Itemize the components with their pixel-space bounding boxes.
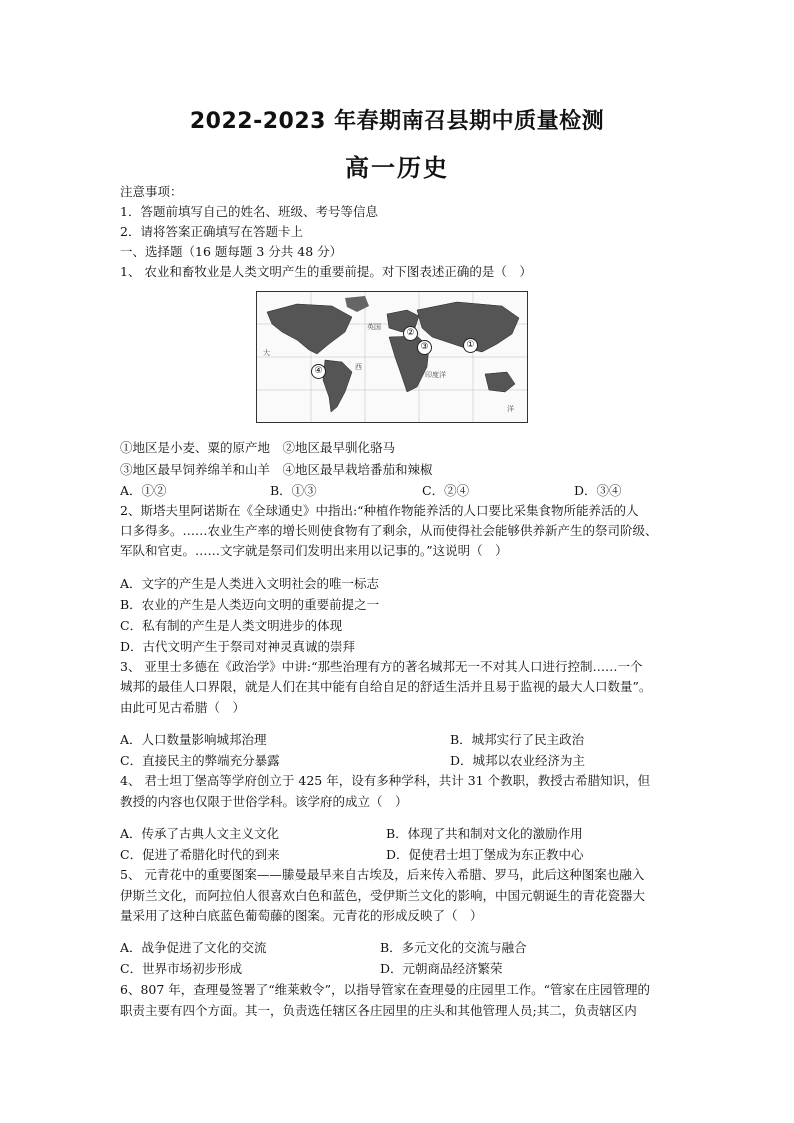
- q4-option-c: C．促进了希腊化时代的到来: [120, 847, 280, 862]
- q4-line-1: 4、 君士坦丁堡高等学府创立于 425 年，设有多种学科，共计 31 个教职，教授古希腊知识，但: [120, 773, 651, 788]
- q2-line-3: 军队和官吏。……文字就是祭司们发明出来用以记事的。”这说明（ ）: [120, 543, 508, 558]
- q2-line-1: 2、斯塔夫里阿诺斯在《全球通史》中指出:“种植作物能养活的人口要比采集食物所能养活的人: [120, 503, 639, 518]
- q4-option-a: A．传承了古典人文主义文化: [120, 826, 280, 841]
- world-map: [256, 291, 528, 423]
- q5-option-c: C．世界市场初步形成: [120, 961, 243, 976]
- q5-line-2: 伊斯兰文化，而阿拉伯人很喜欢白色和蓝色，受伊斯兰文化的影响，中国元朝诞生的青花瓷器大: [120, 888, 646, 903]
- q1-option-c: C．②④: [422, 483, 470, 498]
- map-marker-1: ①: [463, 338, 478, 353]
- q3-option-b: B．城邦实行了民主政治: [450, 732, 585, 747]
- q4-option-b: B．体现了共和制对文化的激励作用: [386, 826, 583, 841]
- q3-option-a: A．人口数量影响城邦治理: [120, 732, 267, 747]
- exam-title: 2022-2023 年春期南召县期中质量检测: [189, 109, 605, 134]
- q5-option-b: B．多元文化的交流与融合: [380, 940, 527, 955]
- q4-line-2: 教授的内容也仅限于世俗学科。该学府的成立（ ）: [120, 794, 408, 809]
- q5-option-a: A．战争促进了文化的交流: [120, 940, 267, 955]
- q2-line-2: 口多得多。……农业生产率的增长则使食物有了剩余，从而使得社会能够供养新产生的祭司阶级、: [120, 523, 658, 538]
- q3-line-1: 3、 亚里士多德在《政治学》中讲:“那些治理有方的著名城邦无一不对其人口进行控制……一个: [120, 659, 643, 674]
- exam-subject: 高一历史: [345, 154, 449, 182]
- q4-option-d: D．促使君士坦丁堡成为东正教中心: [386, 847, 584, 862]
- map-label-da: 大: [263, 349, 270, 357]
- world-map-graphic: [257, 292, 527, 422]
- q3-option-c: C．直接民主的弊端充分暴露: [120, 753, 280, 768]
- q3-option-d: D．城邦以农业经济为主: [450, 753, 586, 768]
- map-label-uk: 英国: [367, 323, 381, 331]
- q2-option-d: D．古代文明产生于祭司对神灵真诚的崇拜: [120, 639, 356, 654]
- q5-option-d: D．元朝商品经济繁荣: [380, 961, 503, 976]
- q1-option-d: D．③④: [574, 483, 622, 498]
- map-marker-4: ④: [311, 364, 326, 379]
- notes-heading: 注意事项：: [120, 184, 183, 199]
- q2-option-b: B．农业的产生是人类迈向文明的重要前提之一: [120, 597, 380, 612]
- map-marker-3: ③: [417, 340, 432, 355]
- q6-line-1: 6、807 年，查理曼签署了“维莱敕令”，以指导管家在查理曼的庄园里工作。“管家在庄园管理的: [120, 982, 650, 997]
- q1-option-b: B．①③: [270, 483, 317, 498]
- q2-option-a: A．文字的产生是人类进入文明社会的唯一标志: [120, 576, 380, 591]
- q5-line-1: 5、 元青花中的重要图案——縢曼最早来自古埃及，后来传入希腊、罗马，此后这种图案也融入: [120, 867, 645, 882]
- q3-line-2: 城邦的最佳人口界限，就是人们在其中能有自给自足的舒适生活并且易于监视的最大人口数量”。: [120, 679, 652, 694]
- map-label-indian-ocean: 印度洋: [425, 371, 446, 379]
- note-item-2: 2．请将答案正确填写在答题卡上: [120, 224, 303, 239]
- map-label-atlantic: 西: [355, 363, 362, 371]
- q1-option-a: A．①②: [120, 483, 167, 498]
- q6-line-2: 职责主要有四个方面。其一，负责选任辖区各庄园里的庄头和其他管理人员;其二，负责辖区内: [120, 1003, 637, 1018]
- note-item-1: 1．答题前填写自己的姓名、班级、考号等信息: [120, 204, 378, 219]
- q2-option-c: C．私有制的产生是人类文明进步的体现: [120, 618, 343, 633]
- q1-stem: 1、 农业和畜牧业是人类文明产生的重要前提。对下图表述正确的是（ ）: [120, 264, 532, 279]
- map-marker-2: ②: [403, 326, 418, 341]
- q3-line-3: 由此可见古希腊（ ）: [120, 700, 246, 715]
- section-heading: 一、选择题（16 题每题 3 分共 48 分）: [120, 244, 343, 259]
- q1-statement-2: ③地区最早饲养绵羊和山羊 ④地区最早栽培番茄和辣椒: [120, 462, 433, 477]
- q5-line-3: 量采用了这种白底蓝色葡萄藤的图案。元青花的形成反映了（ ）: [120, 908, 483, 923]
- q1-statement-1: ①地区是小麦、粟的原产地 ②地区最早驯化骆马: [120, 440, 396, 455]
- map-label-yang: 洋: [507, 405, 514, 413]
